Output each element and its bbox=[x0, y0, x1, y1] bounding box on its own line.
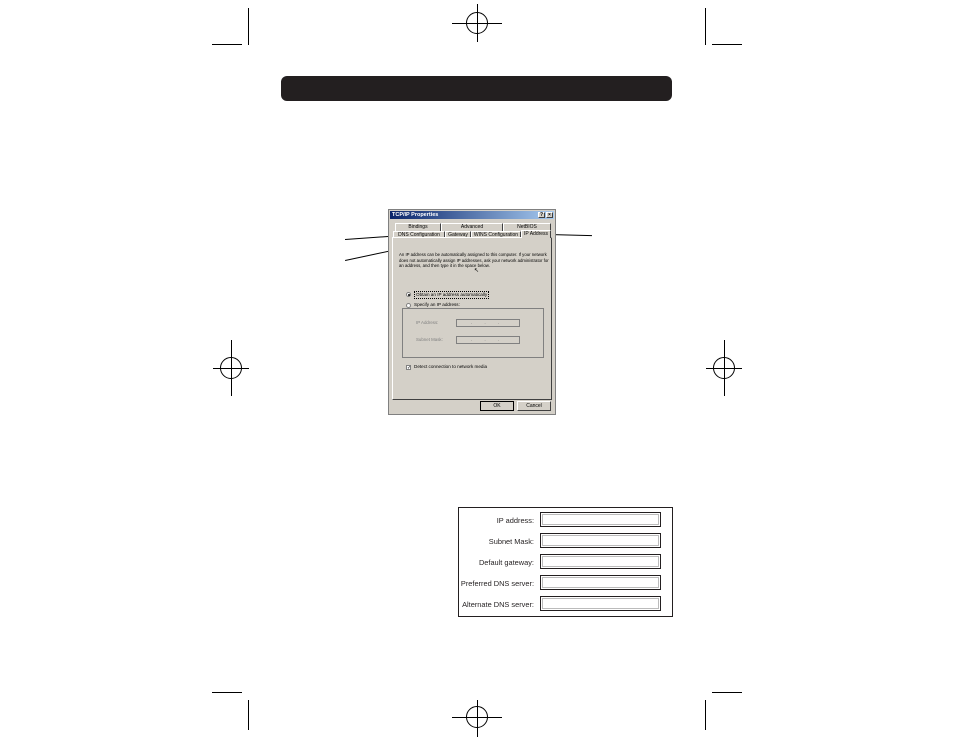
dialog-title: TCP/IP Properties bbox=[392, 212, 439, 218]
crop-mark bbox=[705, 700, 706, 730]
form-label-subnet-mask: Subnet Mask: bbox=[488, 537, 534, 546]
tab-bindings[interactable]: Bindings bbox=[395, 223, 441, 231]
cancel-button[interactable]: Cancel bbox=[517, 401, 551, 411]
detect-connection-checkbox[interactable]: ✓ bbox=[407, 365, 412, 371]
option-specify-ip-label: Specify an IP address: bbox=[414, 302, 460, 307]
tab-gateway[interactable]: Gateway bbox=[445, 231, 471, 238]
form-input-ip-address[interactable] bbox=[540, 512, 661, 527]
help-button[interactable]: ? bbox=[539, 212, 544, 218]
radio-obtain-automatically[interactable] bbox=[406, 292, 411, 297]
form-input-default-gateway[interactable] bbox=[540, 554, 661, 569]
tab-dns-configuration[interactable]: DNS Configuration bbox=[393, 231, 445, 238]
ok-button[interactable]: OK bbox=[480, 401, 514, 411]
form-input-preferred-dns[interactable] bbox=[540, 575, 661, 590]
tab-wins-configuration[interactable]: WINS Configuration bbox=[471, 231, 521, 238]
crop-mark bbox=[712, 692, 742, 693]
crop-mark bbox=[712, 44, 742, 45]
form-input-alternate-dns[interactable] bbox=[540, 596, 661, 611]
tab-ip-address[interactable]: IP Address bbox=[521, 230, 551, 238]
form-input-subnet-mask[interactable] bbox=[540, 533, 661, 548]
crop-mark bbox=[705, 8, 706, 45]
option-obtain-automatically-label: Obtain an IP address automatically bbox=[416, 292, 488, 297]
dialog-titlebar bbox=[390, 211, 554, 219]
ip-settings-form bbox=[458, 507, 673, 617]
form-label-alternate-dns: Alternate DNS server: bbox=[462, 600, 534, 609]
form-label-preferred-dns: Preferred DNS server: bbox=[460, 579, 534, 588]
tcpip-properties-dialog bbox=[388, 209, 556, 415]
close-button[interactable]: × bbox=[546, 212, 553, 218]
subnet-mask-field-label: Subnet Mask: bbox=[416, 337, 443, 342]
ip-address-field-label: IP Address: bbox=[416, 320, 439, 325]
tab-netbios[interactable]: NetBIOS bbox=[503, 223, 551, 231]
detect-connection-label: Detect connection to network media bbox=[414, 364, 488, 369]
form-label-default-gateway: Default gateway: bbox=[478, 558, 534, 567]
radio-selected-dot bbox=[408, 294, 410, 296]
tab-advanced[interactable]: Advanced bbox=[441, 223, 503, 231]
section-header-bar bbox=[281, 76, 672, 101]
form-label-ip-address: IP address: bbox=[496, 516, 534, 525]
subnet-mask-input[interactable]: ... bbox=[456, 336, 520, 344]
ip-description: An IP address can be automatically assigned to this computer. If your network does not automatically assign IP addresses, ask your network administrator for an address, and then type it in the space below. bbox=[399, 252, 549, 268]
crop-mark bbox=[248, 8, 249, 45]
specify-ip-groupbox bbox=[402, 308, 544, 358]
ip-address-input[interactable]: ... bbox=[456, 319, 520, 327]
crop-mark bbox=[212, 692, 242, 693]
mouse-cursor-icon: ↖ bbox=[474, 268, 480, 274]
crop-mark bbox=[248, 700, 249, 730]
crop-mark bbox=[212, 44, 242, 45]
